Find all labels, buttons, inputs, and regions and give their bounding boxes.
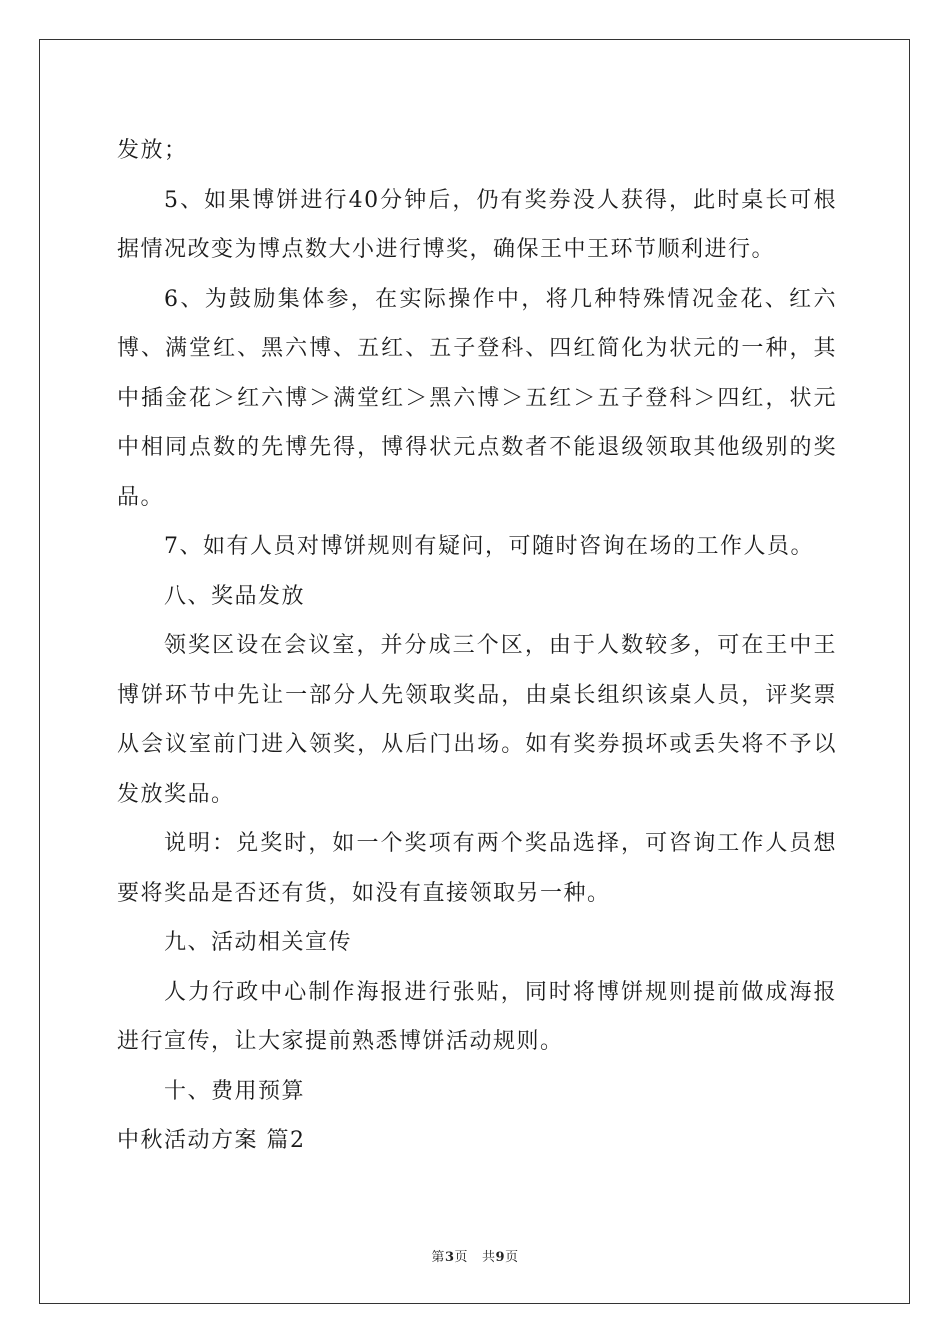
paragraph-rule-7: 7、如有人员对博饼规则有疑问，可随时咨询在场的工作人员。 [164, 534, 814, 559]
page-suffix: 页 [454, 1250, 468, 1265]
paragraph-prize-area: 领奖区设在会议室，并分成三个区，由于人数较多，可在王中王博饼环节中先让一部分人先领取奖品，由桌长组织该桌人员，评奖票从会议室前门进入领奖，从后门出场。如有奖券损坏或丢失将不予以发放奖品。 [117, 633, 837, 807]
section-heading-promotion: 九、活动相关宣传 [164, 930, 353, 955]
total-suffix: 页 [505, 1250, 519, 1265]
document-body [117, 126, 837, 1166]
paragraph-note: 说明：兑奖时，如一个奖项有两个奖品选择，可咨询工作人员想要将奖品是否还有货，如没有直接领取另一种。 [117, 831, 837, 906]
paragraph-rule-6: 6、为鼓励集体参，在实际操作中，将几种特殊情况金花、红六博、满堂红、黑六博、五红、五子登科、四红简化为状元的一种，其中插金花＞红六博＞满堂红＞黑六博＞五红＞五子登科＞四红，状元中相同点数的先博先得，博得状元点数者不能退级领取其他级别的奖品。 [117, 286, 837, 510]
section-heading-budget: 十、费用预算 [164, 1078, 306, 1104]
document-title-part-2: 中秋活动方案 篇2 [117, 1128, 306, 1153]
paragraph-continuation: 发放； [117, 138, 188, 163]
total-prefix: 共 [482, 1250, 496, 1265]
current-page-number: 3 [444, 1250, 455, 1265]
page-footer [0, 1246, 950, 1265]
page-prefix: 第 [431, 1250, 445, 1265]
total-pages-number: 9 [495, 1250, 506, 1265]
paragraph-rule-5: 5、如果博饼进行40分钟后，仍有奖券没人获得，此时桌长可根据情况改变为博点数大小进行博奖，确保王中王环节顺利进行。 [117, 187, 837, 262]
section-heading-prize-distribution: 八、奖品发放 [164, 583, 306, 609]
paragraph-promotion: 人力行政中心制作海报进行张贴，同时将博饼规则提前做成海报进行宣传，让大家提前熟悉博饼活动规则。 [117, 979, 837, 1054]
